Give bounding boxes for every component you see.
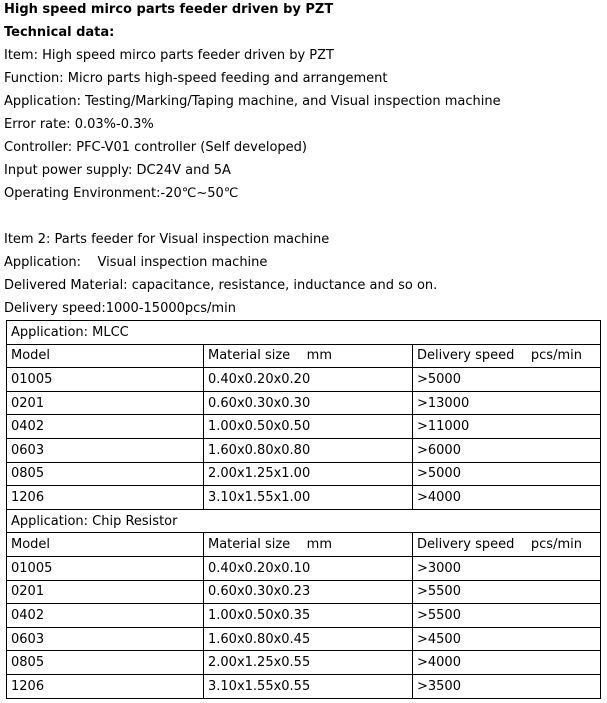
cell-model: 0603: [7, 438, 204, 462]
table-row: [7, 627, 601, 651]
cell-size: 3.10x1.55x0.55: [204, 674, 413, 698]
table-row: [7, 462, 601, 486]
cell-speed: >5000: [413, 368, 601, 392]
item2-application-line: Application: Visual inspection machine: [4, 255, 268, 270]
section-title-mlcc: Application: MLCC: [7, 321, 601, 345]
controller-line: Controller: PFC-V01 controller (Self developed): [4, 140, 307, 155]
cell-size: 1.00x0.50x0.35: [204, 604, 413, 628]
cell-speed: >11000: [413, 415, 601, 439]
header-row: [7, 533, 601, 557]
cell-model: 01005: [7, 556, 204, 580]
cell-speed: >3500: [413, 674, 601, 698]
cell-size: 1.60x0.80x0.80: [204, 438, 413, 462]
table-row: [7, 438, 601, 462]
cell-speed: >4000: [413, 651, 601, 675]
cell-speed: >3000: [413, 556, 601, 580]
cell-size: 1.00x0.50x0.50: [204, 415, 413, 439]
table-row: [7, 391, 601, 415]
cell-speed: >4000: [413, 486, 601, 510]
cell-speed: >4500: [413, 627, 601, 651]
table-row: [7, 368, 601, 392]
error-rate-line: Error rate: 0.03%-0.3%: [4, 117, 154, 132]
cell-speed: >5000: [413, 462, 601, 486]
cell-model: 0201: [7, 391, 204, 415]
cell-size: 3.10x1.55x1.00: [204, 486, 413, 510]
table-row: [7, 674, 601, 698]
table-row: [7, 486, 601, 510]
cell-model: 0402: [7, 415, 204, 439]
document-title: High speed mirco parts feeder driven by PZT: [4, 2, 334, 17]
cell-size: 2.00x1.25x1.00: [204, 462, 413, 486]
function-line: Function: Micro parts high-speed feeding and arrangement: [4, 71, 388, 86]
delivered-material-line: Delivered Material: capacitance, resistance, inductance and so on.: [4, 278, 438, 293]
header-delivery-speed: Delivery speed pcs/min: [413, 344, 601, 368]
table-row: [7, 556, 601, 580]
header-delivery-speed: Delivery speed pcs/min: [413, 533, 601, 557]
spec-table: [6, 320, 601, 699]
item2-line: Item 2: Parts feeder for Visual inspection machine: [4, 232, 330, 247]
cell-size: 0.40x0.20x0.10: [204, 556, 413, 580]
section-title-chip-resistor: Application: Chip Resistor: [7, 509, 601, 533]
application-line: Application: Testing/Marking/Taping machine, and Visual inspection machine: [4, 94, 501, 109]
operating-environment-line: Operating Environment:-20℃~50℃: [4, 186, 239, 201]
cell-model: 01005: [7, 368, 204, 392]
cell-model: 0603: [7, 627, 204, 651]
cell-speed: >5500: [413, 604, 601, 628]
cell-speed: >6000: [413, 438, 601, 462]
table-row: [7, 651, 601, 675]
cell-model: 0805: [7, 651, 204, 675]
power-supply-line: Input power supply: DC24V and 5A: [4, 163, 231, 178]
cell-size: 0.60x0.30x0.23: [204, 580, 413, 604]
cell-size: 2.00x1.25x0.55: [204, 651, 413, 675]
cell-size: 0.60x0.30x0.30: [204, 391, 413, 415]
item-line: Item: High speed mirco parts feeder driven by PZT: [4, 48, 334, 63]
cell-speed: >5500: [413, 580, 601, 604]
table-row: [7, 415, 601, 439]
delivery-speed-line: Delivery speed:1000-15000pcs/min: [4, 301, 236, 316]
cell-size: 0.40x0.20x0.20: [204, 368, 413, 392]
header-model: Model: [7, 533, 204, 557]
cell-model: 1206: [7, 486, 204, 510]
technical-data-heading: Technical data:: [4, 25, 115, 40]
cell-model: 0201: [7, 580, 204, 604]
cell-speed: >13000: [413, 391, 601, 415]
cell-model: 1206: [7, 674, 204, 698]
table-row: [7, 580, 601, 604]
section-row-mlcc: [7, 321, 601, 345]
cell-model: 0805: [7, 462, 204, 486]
header-material-size: Material size mm: [204, 533, 413, 557]
cell-model: 0402: [7, 604, 204, 628]
header-model: Model: [7, 344, 204, 368]
cell-size: 1.60x0.80x0.45: [204, 627, 413, 651]
section-row-chip-resistor: [7, 509, 601, 533]
header-row: [7, 344, 601, 368]
header-material-size: Material size mm: [204, 344, 413, 368]
table-row: [7, 604, 601, 628]
